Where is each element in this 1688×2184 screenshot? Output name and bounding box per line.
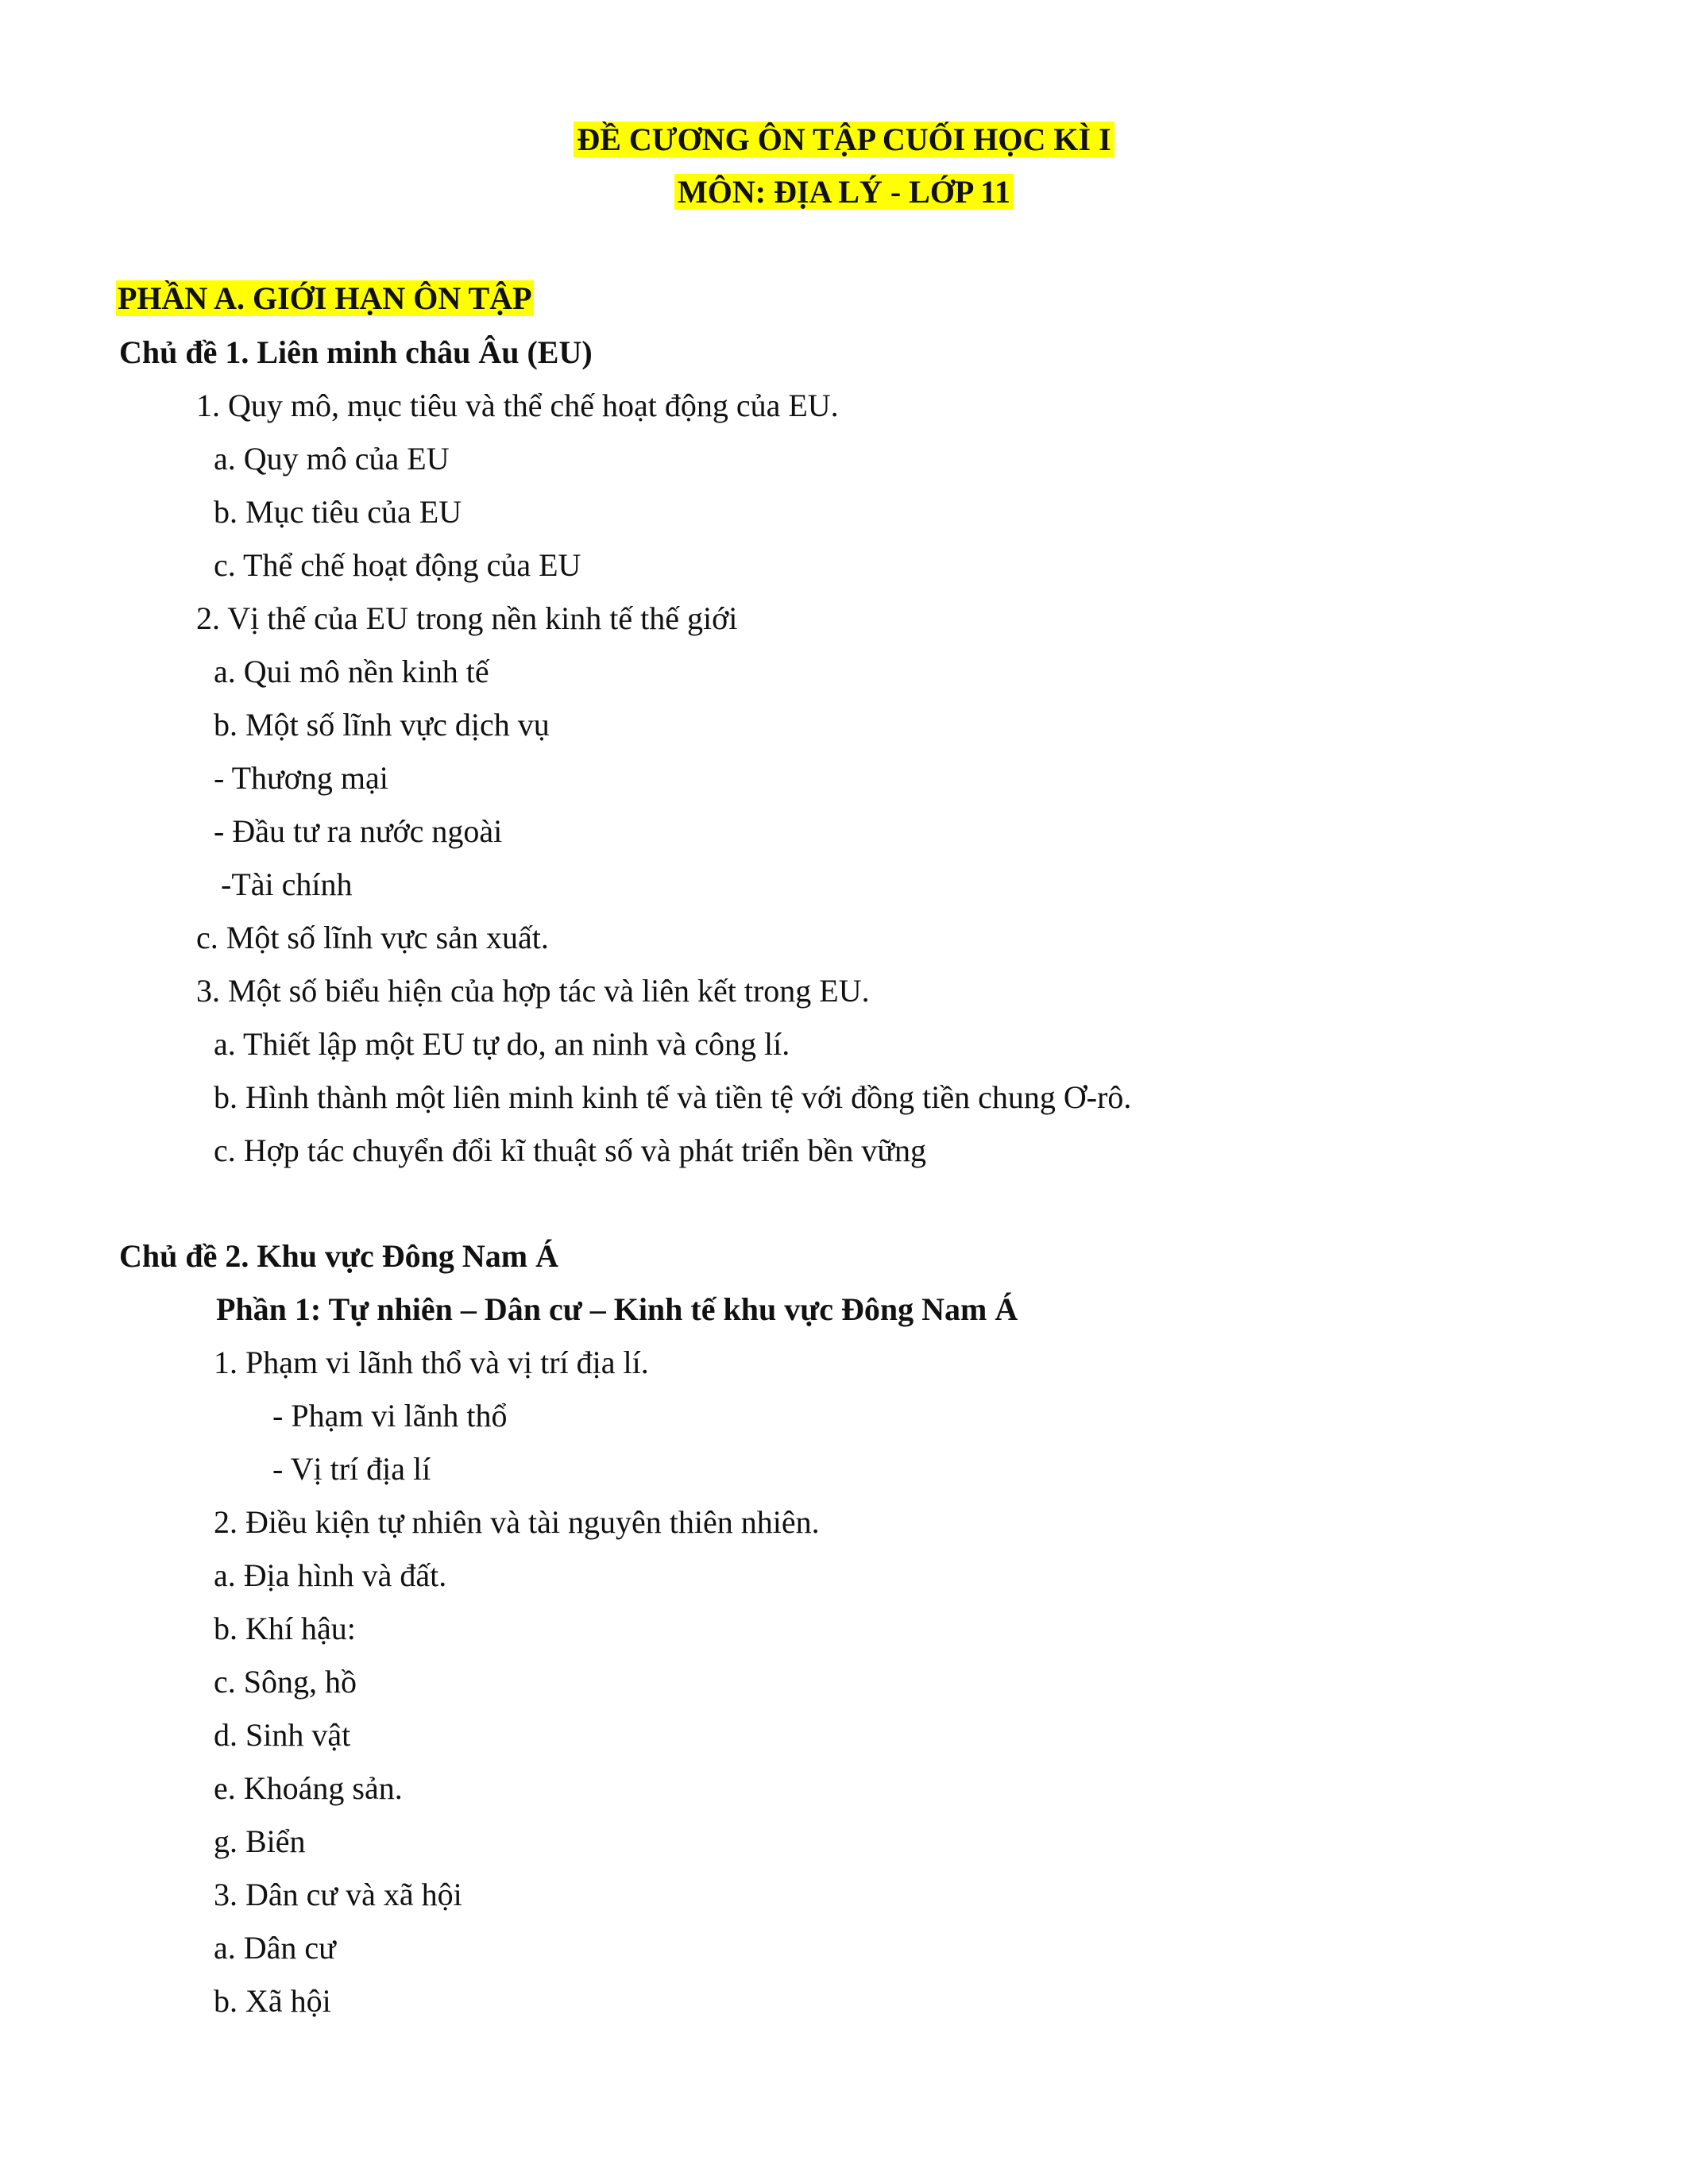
document-subtitle: [0, 173, 1688, 211]
topic-1-item-2: 2. Vị thế của EU trong nền kinh tế thế giới: [196, 600, 738, 636]
topic-2-item-3b: b. Xã hội: [214, 1983, 331, 2019]
topic-1-item-1b: b. Mục tiêu của EU: [214, 494, 462, 530]
topic-1-item-3c: c. Hợp tác chuyển đổi kĩ thuật số và phát triển bền vững: [214, 1133, 927, 1168]
topic-1-item-2b: b. Một số lĩnh vực dịch vụ: [214, 707, 550, 743]
topic-2-item-2d: d. Sinh vật: [214, 1717, 351, 1753]
section-a-label: PHẦN A. GIỚI HẠN ÔN TẬP: [118, 280, 532, 316]
topic-2-item-2b: b. Khí hậu:: [214, 1611, 356, 1646]
topic-2-item-2g: g. Biển: [214, 1823, 306, 1859]
topic-2-item-2c: c. Sông, hồ: [214, 1664, 357, 1700]
topic-2-item-3a: a. Dân cư: [214, 1930, 336, 1966]
topic-1-item-2c: c. Một số lĩnh vực sản xuất.: [196, 920, 549, 955]
title-line-1: ĐỀ CƯƠNG ÔN TẬP CUỐI HỌC KÌ I: [574, 122, 1114, 157]
section-a-heading: [116, 280, 534, 318]
topic-1-item-2b-investment: - Đầu tư ra nước ngoài: [214, 813, 503, 849]
topic-2-item-1-territory: - Phạm vi lãnh thổ: [272, 1398, 508, 1433]
topic-1-item-2b-trade: - Thương mại: [214, 760, 388, 796]
document-title: [0, 121, 1688, 159]
topic-1-item-3a: a. Thiết lập một EU tự do, an ninh và công lí.: [214, 1026, 790, 1062]
title-line-2: MÔN: ĐỊA LÝ - LỚP 11: [674, 174, 1014, 210]
topic-1-item-2b-finance: -Tài chính: [221, 866, 353, 902]
topic-2-item-1: 1. Phạm vi lãnh thổ và vị trí địa lí.: [214, 1345, 649, 1380]
topic-1-item-1c: c. Thể chế hoạt động của EU: [214, 547, 581, 583]
topic-2-item-1-location: - Vị trí địa lí: [272, 1451, 431, 1487]
topic-2-item-2a: a. Địa hình và đất.: [214, 1557, 447, 1593]
topic-1-item-3: 3. Một số biểu hiện của hợp tác và liên kết trong EU.: [196, 973, 870, 1009]
topic-2-item-3: 3. Dân cư và xã hội: [214, 1877, 462, 1912]
topic-1-item-1: 1. Quy mô, mục tiêu và thể chế hoạt động của EU.: [196, 388, 839, 423]
topic-2-heading: Chủ đề 2. Khu vực Đông Nam Á: [119, 1238, 558, 1274]
topic-1-heading: Chủ đề 1. Liên minh châu Âu (EU): [119, 334, 593, 370]
topic-2-part-1-heading: Phần 1: Tự nhiên – Dân cư – Kinh tế khu vực Đông Nam Á: [216, 1291, 1018, 1327]
topic-2-item-2: 2. Điều kiện tự nhiên và tài nguyên thiên nhiên.: [214, 1504, 820, 1540]
topic-1-item-3b: b. Hình thành một liên minh kinh tế và tiền tệ với đồng tiền chung Ơ-rô.: [214, 1079, 1132, 1115]
topic-2-item-2e: e. Khoáng sản.: [214, 1770, 403, 1806]
topic-1-item-1a: a. Quy mô của EU: [214, 441, 450, 477]
topic-1-item-2a: a. Qui mô nền kinh tế: [214, 654, 489, 689]
